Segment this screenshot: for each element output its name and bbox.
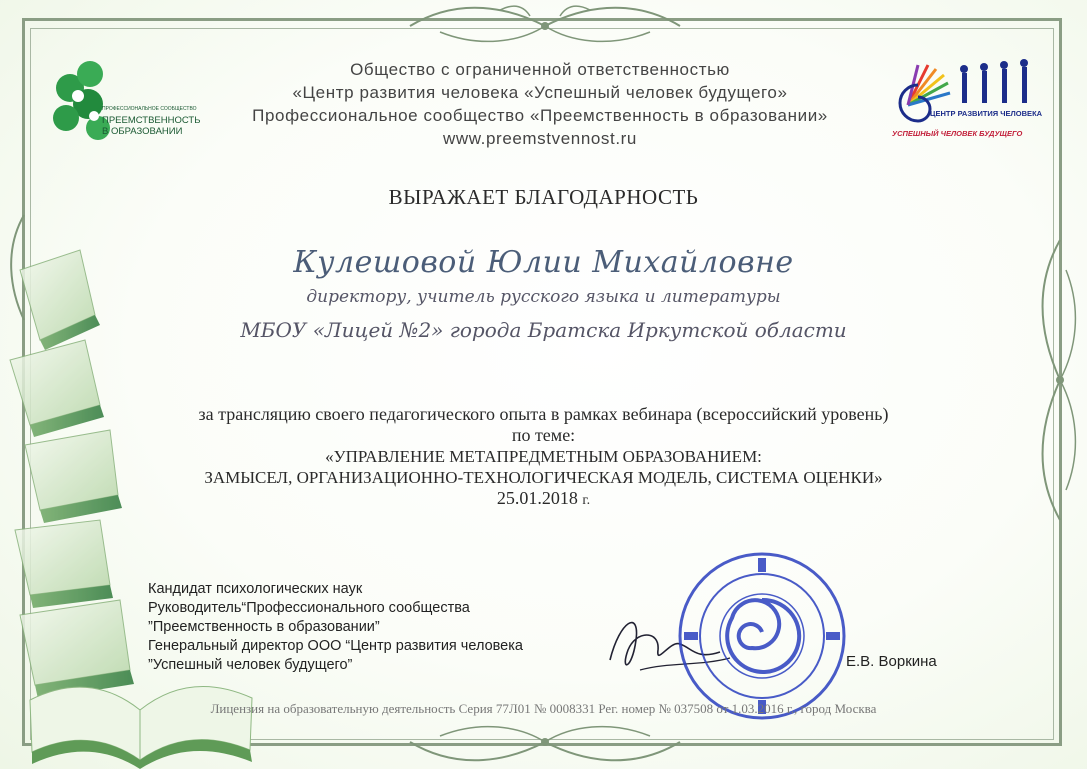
certificate-heading: ВЫРАЖАЕТ БЛАГОДАРНОСТЬ xyxy=(388,185,699,209)
org-line3: Профессиональное сообщество «Преемственность в образовании» xyxy=(252,106,828,125)
date-suffix: г. xyxy=(582,493,591,508)
org-line1: Общество с ограниченной ответственностью xyxy=(350,60,730,79)
right-logo-top-text: ЦЕНТР РАЗВИТИЯ ЧЕЛОВЕКА xyxy=(930,109,1043,118)
org-line2: «Центр развития человека «Успешный человек будущего» xyxy=(292,83,788,102)
recipient-position: директору, учитель русского языка и литературы xyxy=(306,287,781,307)
topic-line2: ЗАМЫСЕЛ, ОРГАНИЗАЦИОННО-ТЕХНОЛОГИЧЕСКАЯ МОДЕЛЬ, СИСТЕМА ОЦЕНКИ» xyxy=(204,468,883,487)
date-value: 25.01.2018 xyxy=(496,488,578,508)
license-line: Лицензия на образовательную деятельность Серия 77Л01 № 0008331 Рег. номер № 037508 от 1.03.2016 г., город Москва xyxy=(210,701,877,716)
signatory-line1: Кандидат психологических наук xyxy=(148,581,363,597)
signatory-line4: Генеральный директор ООО “Центр развития человека xyxy=(148,638,523,654)
recipient-name: Кулешовой Юлии Михайловне xyxy=(293,245,794,280)
recipient-school: МБОУ «Лицей №2» города Братска Иркутской области xyxy=(240,318,847,342)
organization-header xyxy=(230,58,850,150)
certificate-date xyxy=(0,488,1087,511)
right-logo-bottom-text: УСПЕШНЫЙ ЧЕЛОВЕК БУДУЩЕГО xyxy=(892,129,1023,138)
signatory-line3: ”Преемственность в образовании” xyxy=(148,619,380,635)
org-website: www.preemstvennost.ru xyxy=(442,129,637,148)
left-logo-text xyxy=(102,104,200,137)
body-line2: по теме: xyxy=(511,425,576,445)
body-line1: за трансляцию своего педагогического опыта в рамках вебинара (всероссийский уровень) xyxy=(198,404,889,424)
signatory-titles xyxy=(148,580,523,675)
topic-line1: «УПРАВЛЕНИЕ МЕТАПРЕДМЕТНЫМ ОБРАЗОВАНИЕМ: xyxy=(325,447,762,466)
left-logo-line2: В ОБРАЗОВАНИИ xyxy=(102,126,183,137)
official-stamp-icon xyxy=(676,550,848,722)
left-logo-small-text: ПРОФЕССИОНАЛЬНОЕ СООБЩЕСТВО xyxy=(102,106,197,112)
signatory-name: Е.В. Воркина xyxy=(846,653,937,670)
left-logo-line1: ПРЕЕМСТВЕННОСТЬ xyxy=(102,115,201,126)
signatory-line5: ”Успешный человек будущего” xyxy=(148,657,353,673)
certificate-body xyxy=(0,404,1087,511)
signatory-line2: Руководитель“Профессионального сообщества xyxy=(148,600,470,616)
bottom-ornament-icon xyxy=(400,724,690,766)
top-ornament-icon xyxy=(400,2,690,50)
